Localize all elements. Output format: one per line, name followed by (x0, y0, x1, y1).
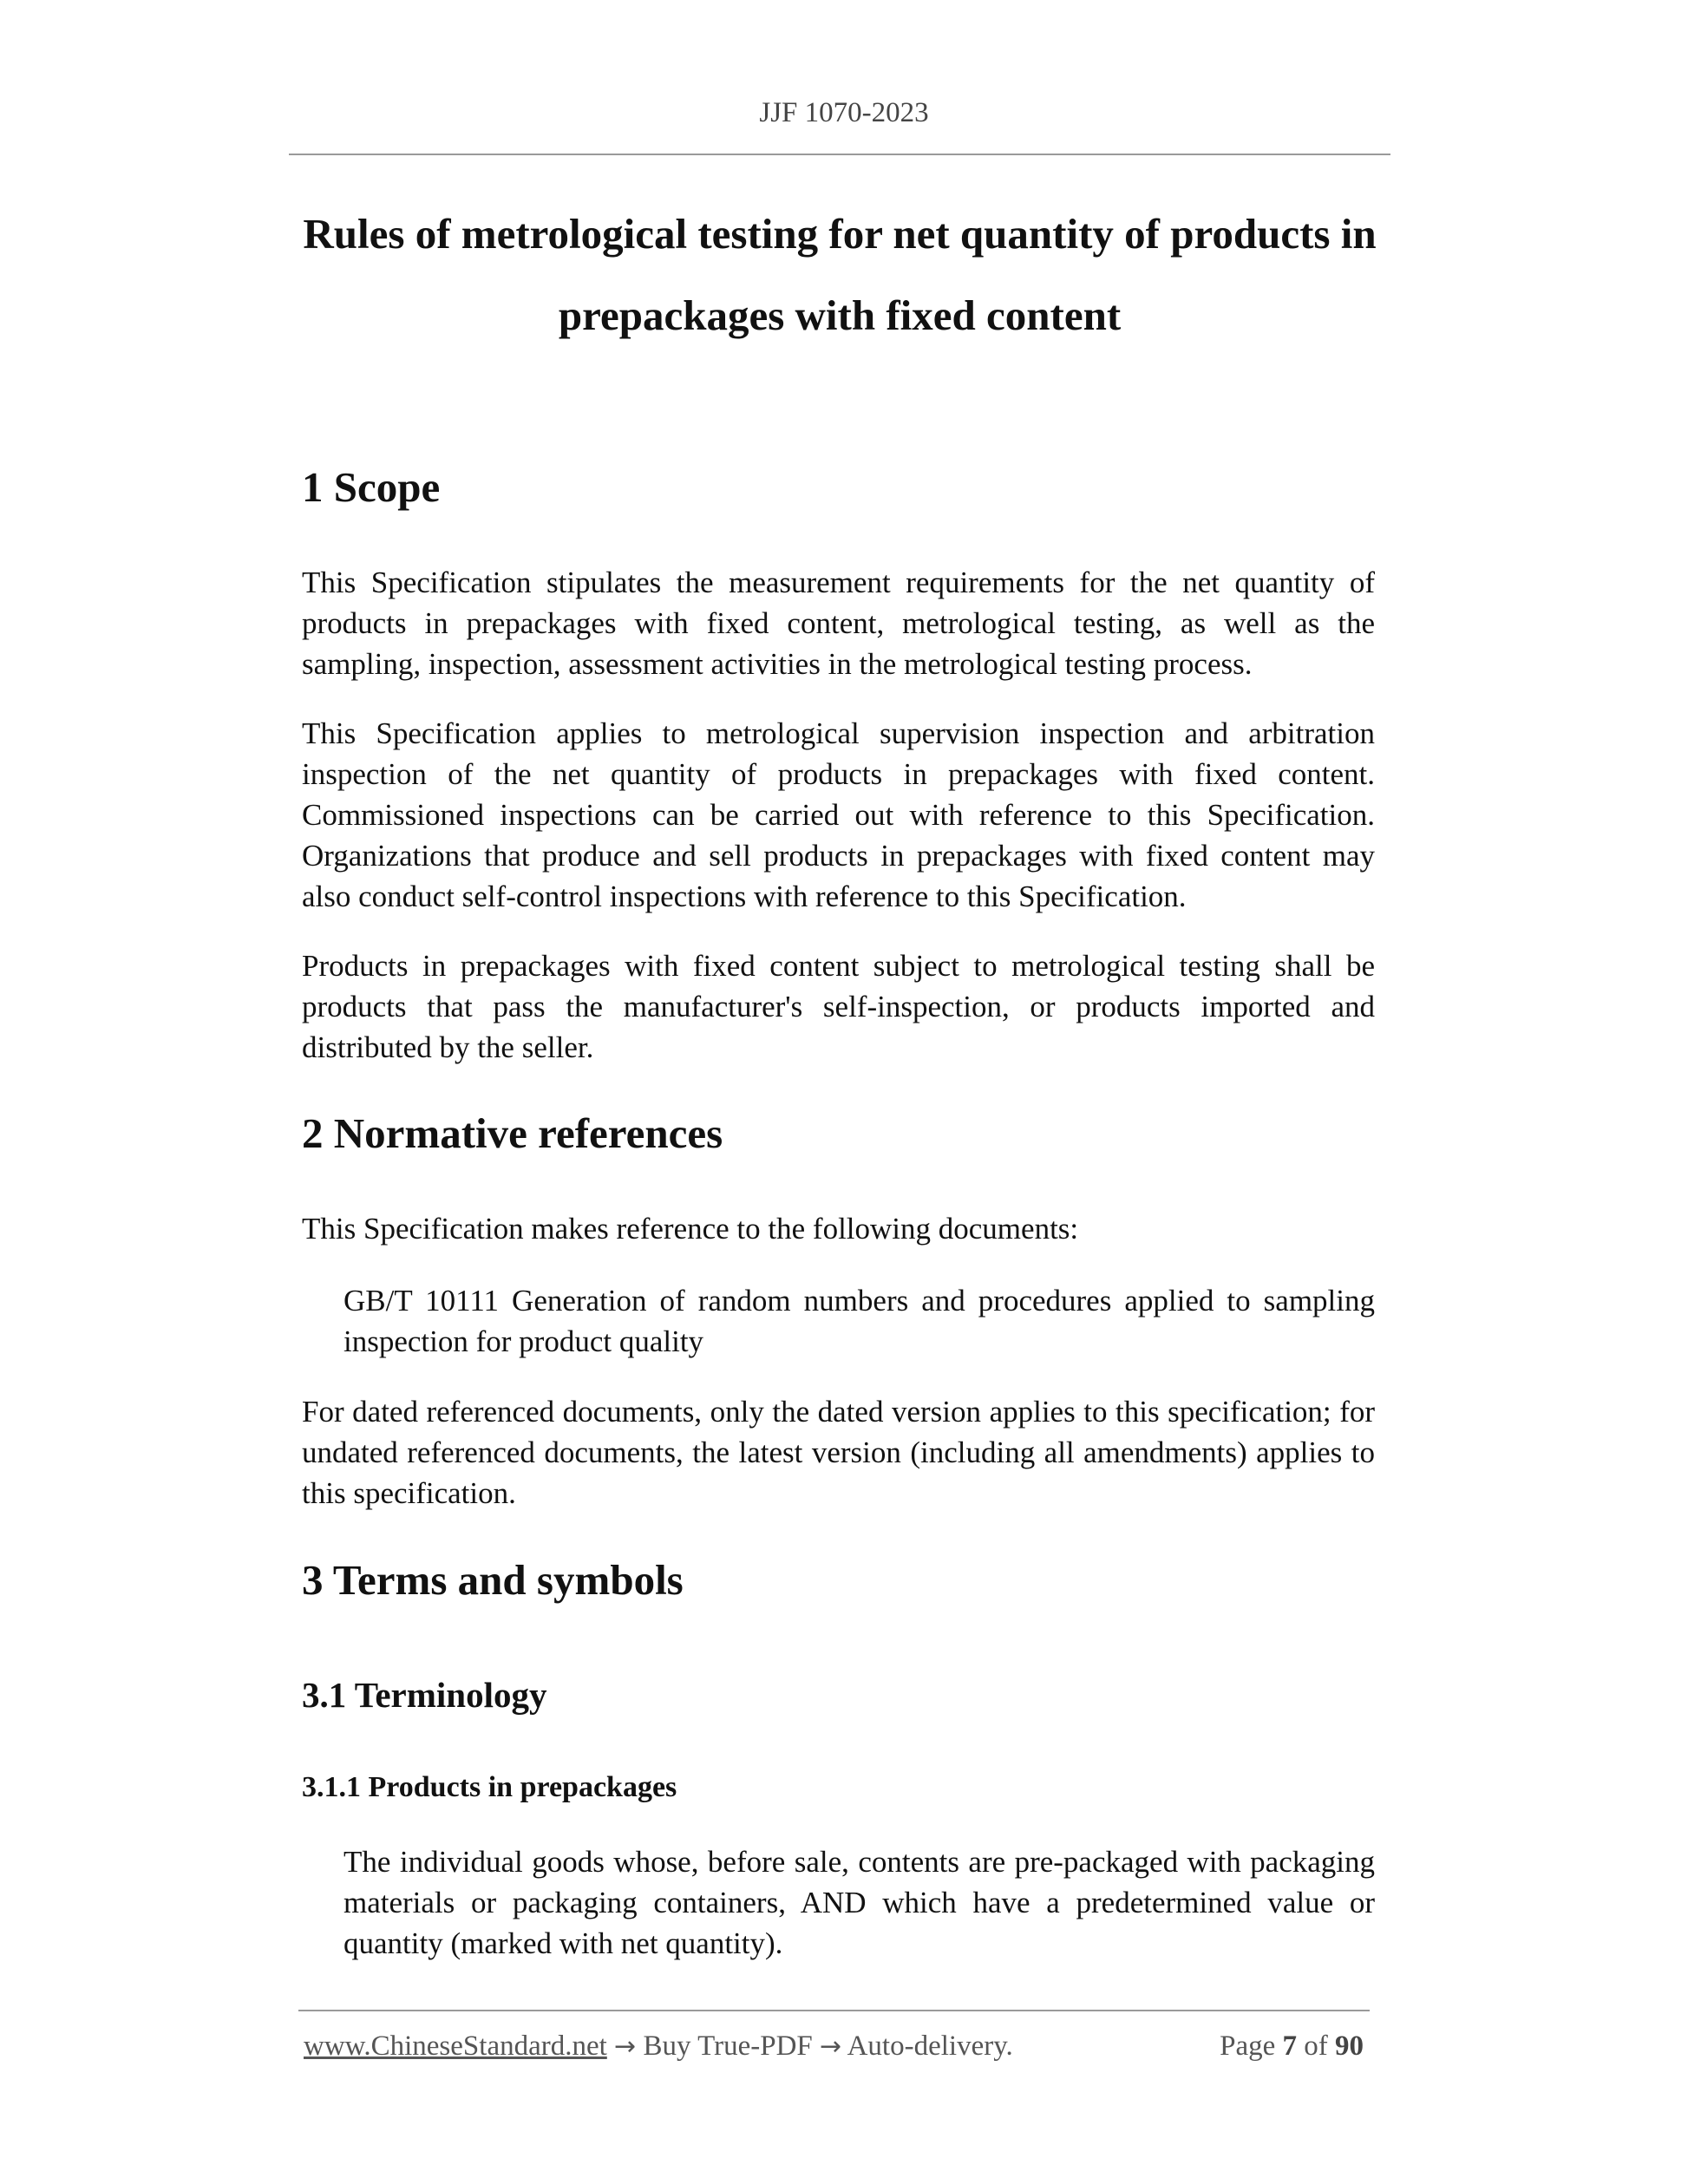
of-label: of (1304, 2030, 1328, 2062)
chinesestandard-link[interactable]: www.ChineseStandard.net (304, 2030, 607, 2062)
subsection-heading-terminology: 3.1 Terminology (302, 1675, 547, 1715)
document-code-header: JJF 1070-2023 (759, 97, 929, 128)
buy-true-pdf-text: Buy True-PDF (643, 2030, 813, 2062)
term-heading-products-in-prepackages: 3.1.1 Products in prepackages (302, 1771, 677, 1803)
normative-reference-item: GB/T 10111 Generation of random numbers and procedures applied to sampling inspection for product quality (343, 1284, 1375, 1358)
current-page-number: 7 (1282, 2030, 1297, 2062)
page-footer (304, 2030, 1371, 2063)
header-divider (289, 154, 1390, 155)
normative-intro-paragraph: This Specification makes reference to the following documents: (302, 1212, 1079, 1246)
page-label: Page (1220, 2030, 1276, 2062)
document-title-line-2: prepackages with fixed content (558, 291, 1122, 339)
page-indicator (1220, 2030, 1364, 2063)
arrow-right-icon: → (614, 2031, 637, 2062)
total-page-count: 90 (1335, 2030, 1364, 2062)
section-heading-normative-references: 2 Normative references (302, 1109, 723, 1157)
term-definition-paragraph: The individual goods whose, before sale, contents are pre-packaged with packaging materials or packaging containers, AND which have a predetermined value or quantity (marked with net quantity). (343, 1845, 1375, 1960)
auto-delivery-text: Auto-delivery. (847, 2030, 1013, 2062)
arrow-right-icon: → (820, 2031, 842, 2062)
section-heading-terms-and-symbols: 3 Terms and symbols (302, 1556, 684, 1604)
document-title-line-1: Rules of metrological testing for net quantity of products in (303, 210, 1377, 258)
footer-divider (298, 2010, 1370, 2011)
scope-paragraph-1: This Specification stipulates the measurement requirements for the net quantity of products in prepackages with fixed content, metrological testing, as well as the sampling, inspection, assessment activities in the metrological testing process. (302, 566, 1375, 681)
scope-paragraph-2: This Specification applies to metrological supervision inspection and arbitration inspection of the net quantity of products in prepackages with fixed content. Commissioned inspections can be carried out with reference to this Specification. Organizations that produce and sell products in prepackages with fixed content may also conduct self-control inspections with reference to this Specification. (302, 716, 1375, 913)
normative-dated-paragraph: For dated referenced documents, only the dated version applies to this specification; for undated referenced documents, the latest version (including all amendments) applies to this specification. (302, 1395, 1375, 1510)
document-title (289, 193, 1390, 356)
section-heading-scope: 1 Scope (302, 463, 441, 511)
scope-paragraph-3: Products in prepackages with fixed content subject to metrological testing shall be products that pass the manufacturer's self-inspection, or products imported and distributed by the seller. (302, 949, 1375, 1064)
